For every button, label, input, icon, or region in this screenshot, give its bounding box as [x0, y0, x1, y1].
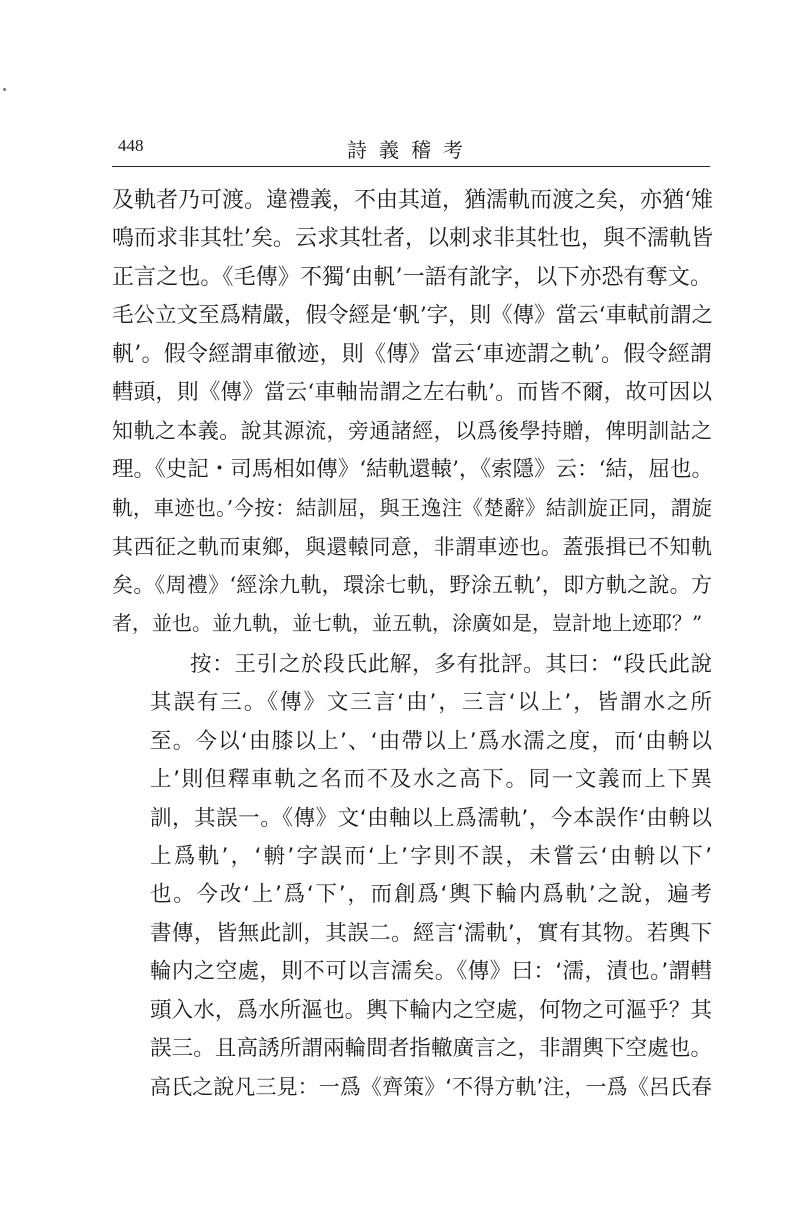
text-line: 其西征之軌而東鄉，與還轅同意，非謂車迹也。蓋張揖已不知軌 — [112, 534, 712, 559]
commentary-line: 上’則但釋車軌之名而不及水之高下。同一文義而上下異 — [150, 767, 712, 793]
text-line: 知軌之本義。說其源流，旁通諸經，以爲後學持贈，俾明訓詁之 — [112, 419, 712, 444]
text-line: 者，並也。並九軌，並七軌，並五軌，涂廣如是，豈計地上迹耶？” — [112, 611, 703, 636]
commentary-line: 上爲軌’，‘輈’字誤而‘上’字則不誤，未嘗云‘由輈以下’ — [150, 843, 712, 869]
commentary-line: 也。今改‘上’爲‘下’，而創爲‘輿下輪内爲軌’之說，遍考 — [150, 882, 712, 908]
text-line: 軌，車迹也。’今按：結訓屈，與王逸注《楚辭》結訓旋正同，謂旋 — [112, 496, 712, 521]
text-line: 轊頭，則《傳》當云‘車軸耑謂之左右軌’。而皆不爾，故可因以 — [112, 379, 712, 405]
commentary-line: 高氏之說凡三見：一爲《齊策》‘不得方軌’注，一爲《呂氏春 — [150, 1075, 712, 1100]
running-title: 詩義稽考 — [347, 138, 475, 162]
commentary-line: 訓，其誤一。《傳》文‘由軸以上爲濡軌’，今本誤作‘由輈以 — [150, 805, 712, 831]
text-line: 理。《史記・司馬相如傳》‘結軌還轅’，《索隱》云：‘結，屈也。 — [112, 456, 714, 482]
text-line: 矣。《周禮》‘經涂九軌，環涂七軌，野涂五軌’，即方軌之說。方 — [112, 572, 712, 597]
text-line: 正言之也。《毛傳》不獨‘由軓’一語有訛字，以下亦恐有奪文。 — [112, 264, 712, 290]
main-text-block — [112, 182, 712, 643]
text-line: 軓’。假令經謂車徹迹，則《傳》當云‘車迹謂之軌’。假令經謂 — [112, 341, 712, 367]
page-header — [112, 132, 710, 167]
scan-speck — [3, 88, 6, 91]
text-line: 鳴而求非其牡’矣。云求其牡者，以刺求非其牡也，與不濡軌皆 — [112, 226, 713, 252]
text-line: 毛公立文至爲精嚴，假令經是‘軓’字，則《傳》當云‘車軾前謂之 — [112, 303, 714, 329]
commentary-block — [112, 646, 712, 1107]
commentary-line: 按：王引之於段氏此解，多有批評。其曰：“段氏此說 — [190, 652, 712, 677]
commentary-line: 頭入水，爲水所漚也。輿下輪内之空處，何物之可漚乎？其 — [150, 997, 712, 1023]
page-number: 448 — [118, 136, 144, 155]
text-line: 及軌者乃可渡。違禮義，不由其道，猶濡軌而渡之矣，亦猶‘雉 — [112, 188, 713, 213]
commentary-line: 書傳，皆無此訓，其誤二。經言‘濡軌’，實有其物。若輿下 — [150, 920, 712, 946]
commentary-line: 至。今以‘由膝以上’、‘由帶以上’爲水濡之度，而‘由輈以 — [150, 728, 712, 754]
commentary-line: 誤三。且高誘所謂兩輪間者指轍廣言之，非謂輿下空處也。 — [150, 1035, 712, 1061]
commentary-line: 輪内之空處，則不可以言濡矣。《傳》曰：‘濡，漬也。’謂轊 — [150, 959, 712, 985]
commentary-line: 其誤有三。《傳》文三言‘由’，三言‘以上’，皆謂水之所 — [150, 690, 712, 716]
